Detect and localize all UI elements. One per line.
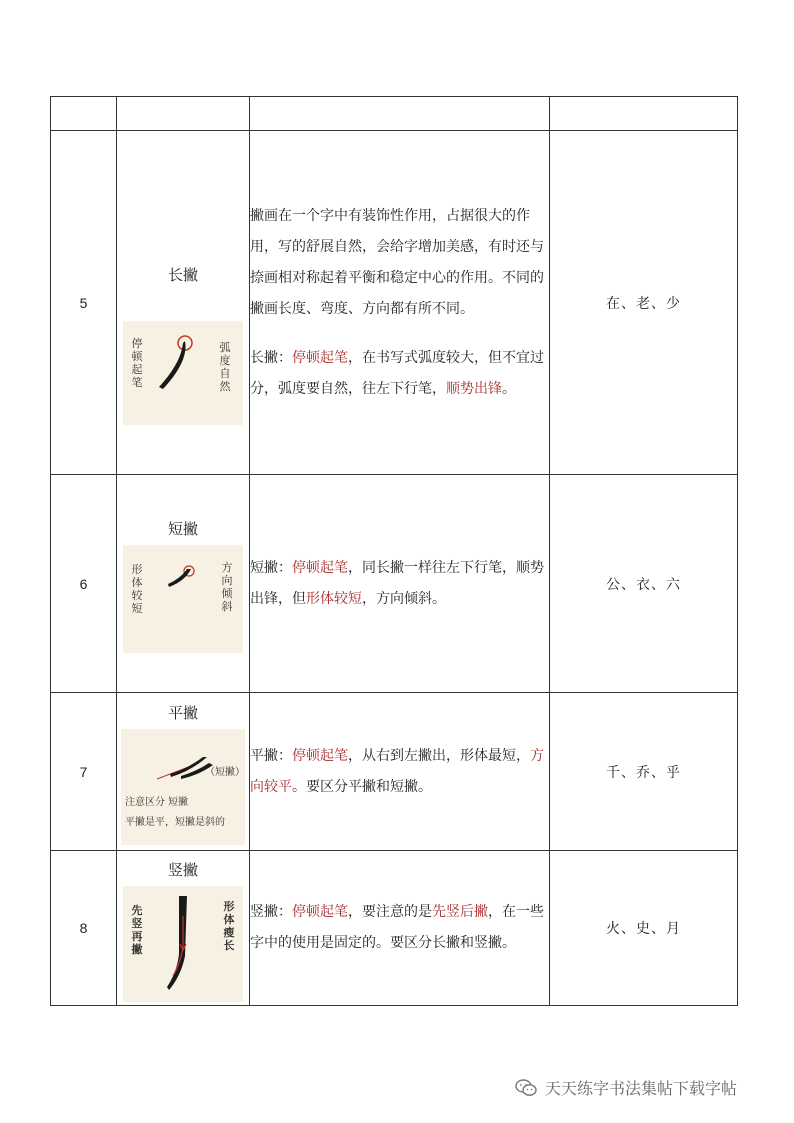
desc-text: 。: [502, 380, 516, 397]
example-chars: 千、乔、乎: [550, 693, 738, 851]
desc-highlight: 顺势出锋: [446, 380, 502, 397]
illustration-note-right: 形体瘦长: [223, 899, 235, 952]
stroke-illustration: [121, 729, 245, 845]
description-cell: [250, 131, 550, 475]
desc-text: ，同长撇一样往左下行笔，顺势出锋，但: [250, 559, 544, 607]
long-pie-stroke-icon: [123, 321, 243, 425]
table-header-row: [51, 97, 738, 131]
stroke-illustration: [123, 545, 243, 653]
desc-text: 。要区分平撇和短撇。: [292, 778, 432, 795]
row-number: 7: [51, 693, 117, 851]
desc-highlight: 方向较平: [250, 747, 544, 795]
example-chars: 火、史、月: [550, 851, 738, 1006]
table-row: [51, 131, 738, 475]
vertical-pie-stroke-icon: [123, 886, 243, 1002]
stroke-table: [50, 96, 738, 1006]
description-cell: [250, 693, 550, 851]
row-number: 6: [51, 475, 117, 693]
description-cell: [250, 475, 550, 693]
description-paragraph: [250, 553, 549, 615]
desc-text: ，在书写式弧度较大，但不宜过分，弧度要自然，往左下行笔，: [250, 349, 544, 397]
stroke-illustration: [123, 321, 243, 425]
short-pie-stroke-icon: [123, 545, 243, 653]
table-row: [51, 693, 738, 851]
illustration-tag: （短撇）: [205, 767, 245, 778]
desc-highlight: 停顿起笔: [292, 349, 348, 366]
row-number: 8: [51, 851, 117, 1006]
table-row: [51, 851, 738, 1006]
desc-highlight: 先竖后撇: [432, 904, 488, 920]
table-row: [51, 475, 738, 693]
wechat-icon: [515, 1079, 537, 1097]
example-chars: 在、老、少: [550, 131, 738, 475]
stroke-name: 竖撇: [167, 860, 198, 879]
watermark: [515, 1076, 737, 1099]
stroke-illustration: [123, 886, 243, 1002]
illustration-note-left: 停顿起笔: [131, 337, 143, 389]
desc-highlight: 停顿起笔: [292, 747, 348, 764]
stroke-name-cell: [117, 851, 250, 1006]
stroke-name-cell: [117, 475, 250, 693]
stroke-name: 长撇: [167, 266, 198, 284]
stroke-name: 短撇: [167, 520, 198, 538]
description-paragraph: 撇画在一个字中有装饰性作用，占据很大的作用，写的舒展自然，会给字增加美感，有时还与捺画相对称起着平衡和稳定中心的作用。不同的撇画长度、弯度、方向都有所不同。: [250, 207, 544, 317]
stroke-name-cell: [117, 693, 250, 851]
desc-text: ，要注意的是: [348, 904, 432, 920]
illustration-note-left: 先竖再撇: [131, 903, 143, 956]
desc-text: 平撇：: [250, 747, 292, 764]
header-cell: [117, 97, 250, 131]
header-cell: [550, 97, 738, 131]
header-cell: [51, 97, 117, 131]
description-cell: [250, 851, 550, 1006]
desc-text: 竖撇：: [250, 904, 292, 920]
row-number: 5: [51, 131, 117, 475]
description-paragraph: [250, 741, 549, 803]
stroke-name: 平撇: [167, 704, 198, 722]
illustration-note-line1: 注意区分 短撇: [125, 797, 189, 808]
desc-text: ，方向倾斜。: [362, 590, 446, 607]
desc-highlight: 停顿起笔: [292, 559, 348, 576]
desc-text: ，从右到左撇出，形体最短，: [348, 747, 530, 764]
header-cell: [250, 97, 550, 131]
desc-highlight: 停顿起笔: [292, 904, 348, 920]
illustration-note-line2: 平撇是平，短撇是斜的: [125, 817, 225, 828]
illustration-note-left: 形体较短: [131, 563, 143, 615]
stroke-name-cell: [117, 131, 250, 475]
desc-text: ，在一些字中的使用是固定的。要区分长撇和竖撇。: [250, 904, 544, 951]
watermark-text: 天天练字书法集帖下载字帖: [545, 1081, 738, 1098]
desc-highlight: 形体较短: [306, 590, 362, 607]
description-paragraph: [250, 897, 549, 959]
description-paragraph: [250, 343, 549, 405]
illustration-note-right: 方向倾斜: [221, 561, 233, 613]
desc-text: 长撇：: [250, 349, 292, 366]
desc-text: 短撇：: [250, 559, 292, 576]
example-chars: 公、衣、六: [550, 475, 738, 693]
illustration-note-right: 弧度自然: [219, 341, 231, 393]
